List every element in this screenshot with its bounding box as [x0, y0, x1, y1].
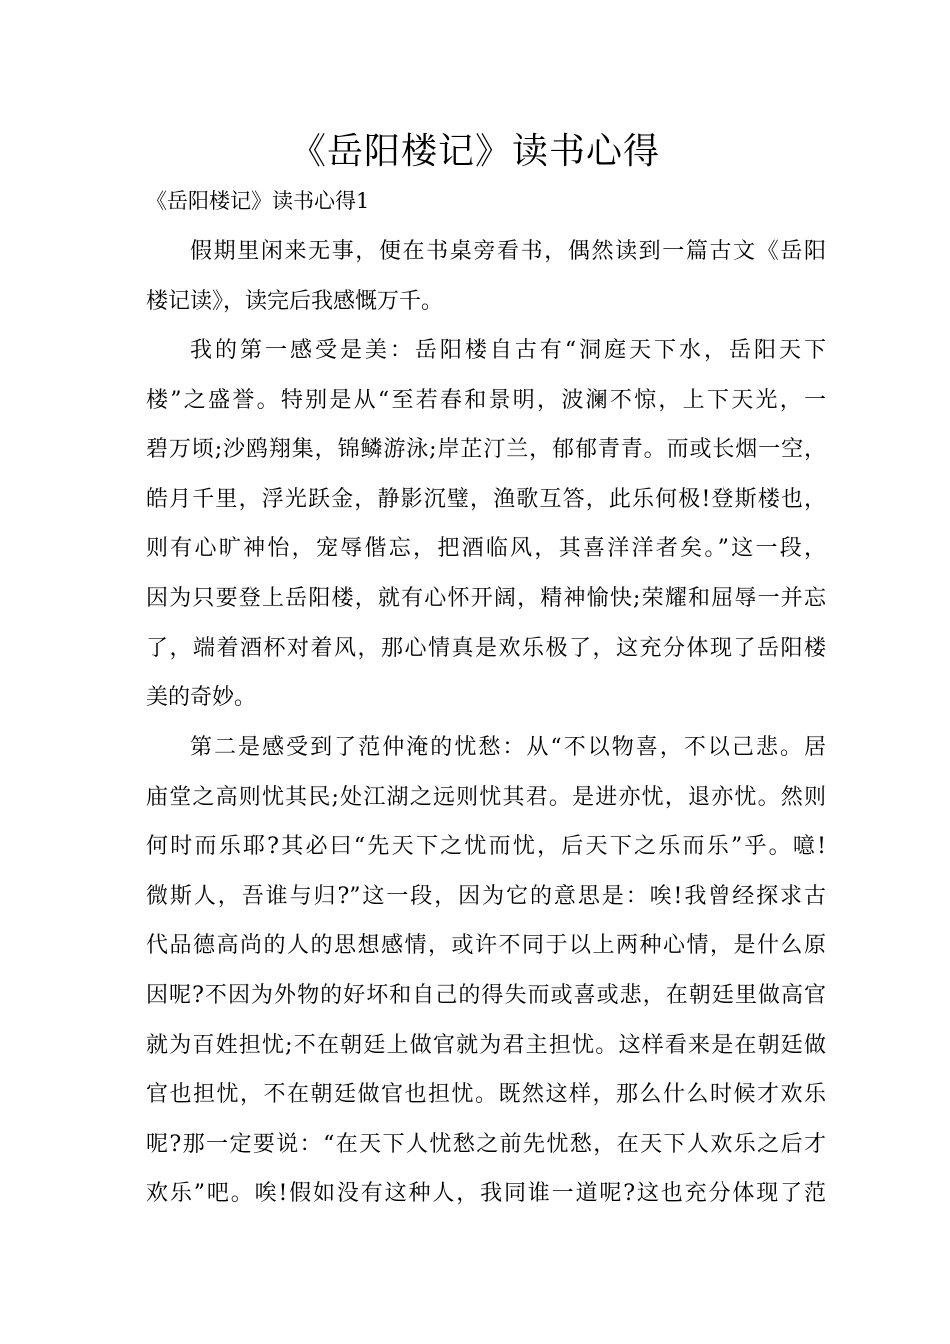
paragraph-line: 假期里闲来无事，便在书桌旁看书，偶然读到一篇古文《岳阳 [190, 239, 826, 264]
paragraph-line: 何时而乐耶?其必曰“先天下之忧而忧，后天下之乐而乐”乎。噫! [146, 834, 826, 860]
paragraph-line: 欢乐”吧。唉!假如没有这种人，我同谁一道呢?这也充分体现了范 [146, 1181, 826, 1207]
paragraph-line: 因呢?不因为外物的好坏和自己的得失而或喜或悲，在朝廷里做高官 [146, 982, 826, 1008]
paragraph-line: 代品德高尚的人的思想感情，或许不同于以上两种心情，是什么原 [146, 933, 826, 959]
paragraph-line: 微斯人，吾谁与归?”这一段，因为它的意思是：唉!我曾经探求古 [146, 883, 826, 909]
paragraph-line: 呢?那一定要说：“在天下人忧愁之前先忧愁，在天下人欢乐之后才 [146, 1131, 826, 1157]
paragraph-2 [146, 326, 826, 723]
paragraph-line: 皓月千里，浮光跃金，静影沉璧，渔歌互答，此乐何极!登斯楼也， [146, 486, 826, 512]
paragraph-line: 庙堂之高则忧其民;处江湖之远则忧其君。是进亦忧，退亦忧。然则 [146, 784, 826, 810]
paragraph-line: 楼记读》，读完后我感慨万千。 [146, 288, 444, 314]
paragraph-line: 楼”之盛誉。特别是从“至若春和景明，波澜不惊，上下天光，一 [146, 387, 826, 413]
paragraph-line: 美的奇妙。 [146, 685, 257, 711]
paragraph-line: 了，端着酒杯对着风，那心情真是欢乐极了，这充分体现了岳阳楼 [146, 635, 826, 661]
paragraph-line: 则有心旷神怡，宠辱偕忘，把酒临风，其喜洋洋者矣。”这一段， [146, 536, 826, 562]
document-title: 《岳阳楼记》读书心得 [289, 131, 660, 172]
paragraph-line: 我的第一感受是美：岳阳楼自古有“洞庭天下水，岳阳天下 [190, 338, 826, 363]
paragraph-line: 就为百姓担忧;不在朝廷上做官就为君主担忧。这样看来是在朝廷做 [146, 1032, 826, 1058]
paragraph-line: 官也担忧，不在朝廷做官也担忧。既然这样，那么什么时候才欢乐 [146, 1082, 826, 1108]
paragraph-1 [146, 227, 826, 326]
paragraph-line: 因为只要登上岳阳楼，就有心怀开阔，精神愉快;荣耀和屈辱一并忘 [146, 585, 826, 611]
paragraph-line: 碧万顷;沙鸥翔集，锦鳞游泳;岸芷汀兰，郁郁青青。而或长烟一空， [146, 437, 826, 463]
document-subtitle: 《岳阳楼记》读书心得1 [146, 189, 370, 213]
paragraph-3 [146, 723, 826, 1219]
paragraph-line: 第二是感受到了范仲淹的忧愁：从“不以物喜，不以己悲。居 [190, 735, 826, 760]
